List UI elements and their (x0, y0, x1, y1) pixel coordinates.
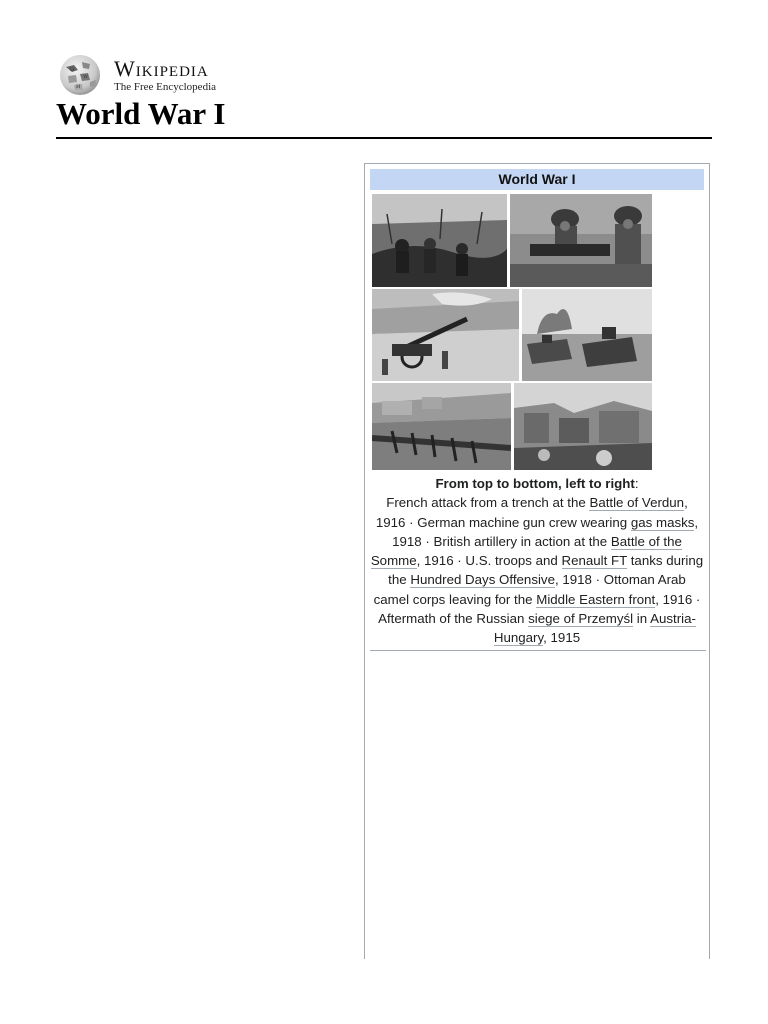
link-battle-of-the-somme[interactable]: Battle of the Somme (370, 533, 682, 569)
infobox (364, 163, 710, 959)
link-renault-ft[interactable]: Renault FT (561, 553, 628, 569)
title-divider (56, 137, 712, 139)
infobox-title: World War I (370, 169, 704, 190)
machine-gun-crew-photo[interactable] (510, 194, 652, 287)
wordmark (114, 55, 217, 93)
svg-text:И: И (76, 84, 81, 90)
site-logo[interactable] (56, 54, 712, 96)
link-austria-hungary[interactable]: Austria-Hungary (493, 611, 696, 646)
caption-heading: From top to bottom, left to right (435, 476, 635, 491)
wikipedia-globe-icon (56, 54, 104, 96)
caption-text: , 1915 (543, 630, 581, 646)
link-battle-of-verdun[interactable]: Battle of Verdun (589, 495, 685, 511)
caption-text: French attack from a trench at the (386, 495, 590, 511)
infobox-divider (370, 650, 706, 651)
page-title: World War I (56, 96, 226, 131)
site-header (56, 54, 712, 96)
link-siege-of-przemysl[interactable]: siege of Przemyśl (528, 611, 634, 627)
caption-text: : (634, 476, 639, 491)
svg-text:Ω: Ω (70, 67, 75, 73)
site-tagline: The Free Encyclopedia (114, 80, 217, 93)
svg-text:W: W (83, 74, 89, 80)
infobox-caption (370, 474, 704, 648)
ruined-fortress-photo[interactable] (514, 383, 652, 470)
caption-text: in (633, 611, 651, 627)
caption-text: , 1916 · German machine gun crew wearing (375, 495, 688, 530)
infobox-photo-montage (365, 190, 711, 470)
caption-text: , 1918 · British artillery in action at the (392, 514, 699, 549)
caption-text: , 1916 · Aftermath of the Russian (378, 591, 701, 627)
caption-text: , 1918 · Ottoman Arab camel corps leaving for the (373, 572, 686, 607)
site-name: Wikipedia (114, 55, 209, 81)
caption-text: , 1916 · U.S. troops and (416, 553, 562, 569)
artillery-photo[interactable] (372, 289, 519, 381)
camel-corps-photo[interactable] (372, 383, 511, 470)
tank-photo[interactable] (522, 289, 652, 381)
link-gas-masks[interactable]: gas masks (630, 514, 695, 530)
trench-attack-photo[interactable] (372, 194, 507, 287)
link-hundred-days-offensive[interactable]: Hundred Days Offensive (410, 572, 555, 588)
caption-text: tanks during the (388, 553, 704, 588)
link-middle-eastern-front[interactable]: Middle Eastern front (536, 591, 656, 607)
